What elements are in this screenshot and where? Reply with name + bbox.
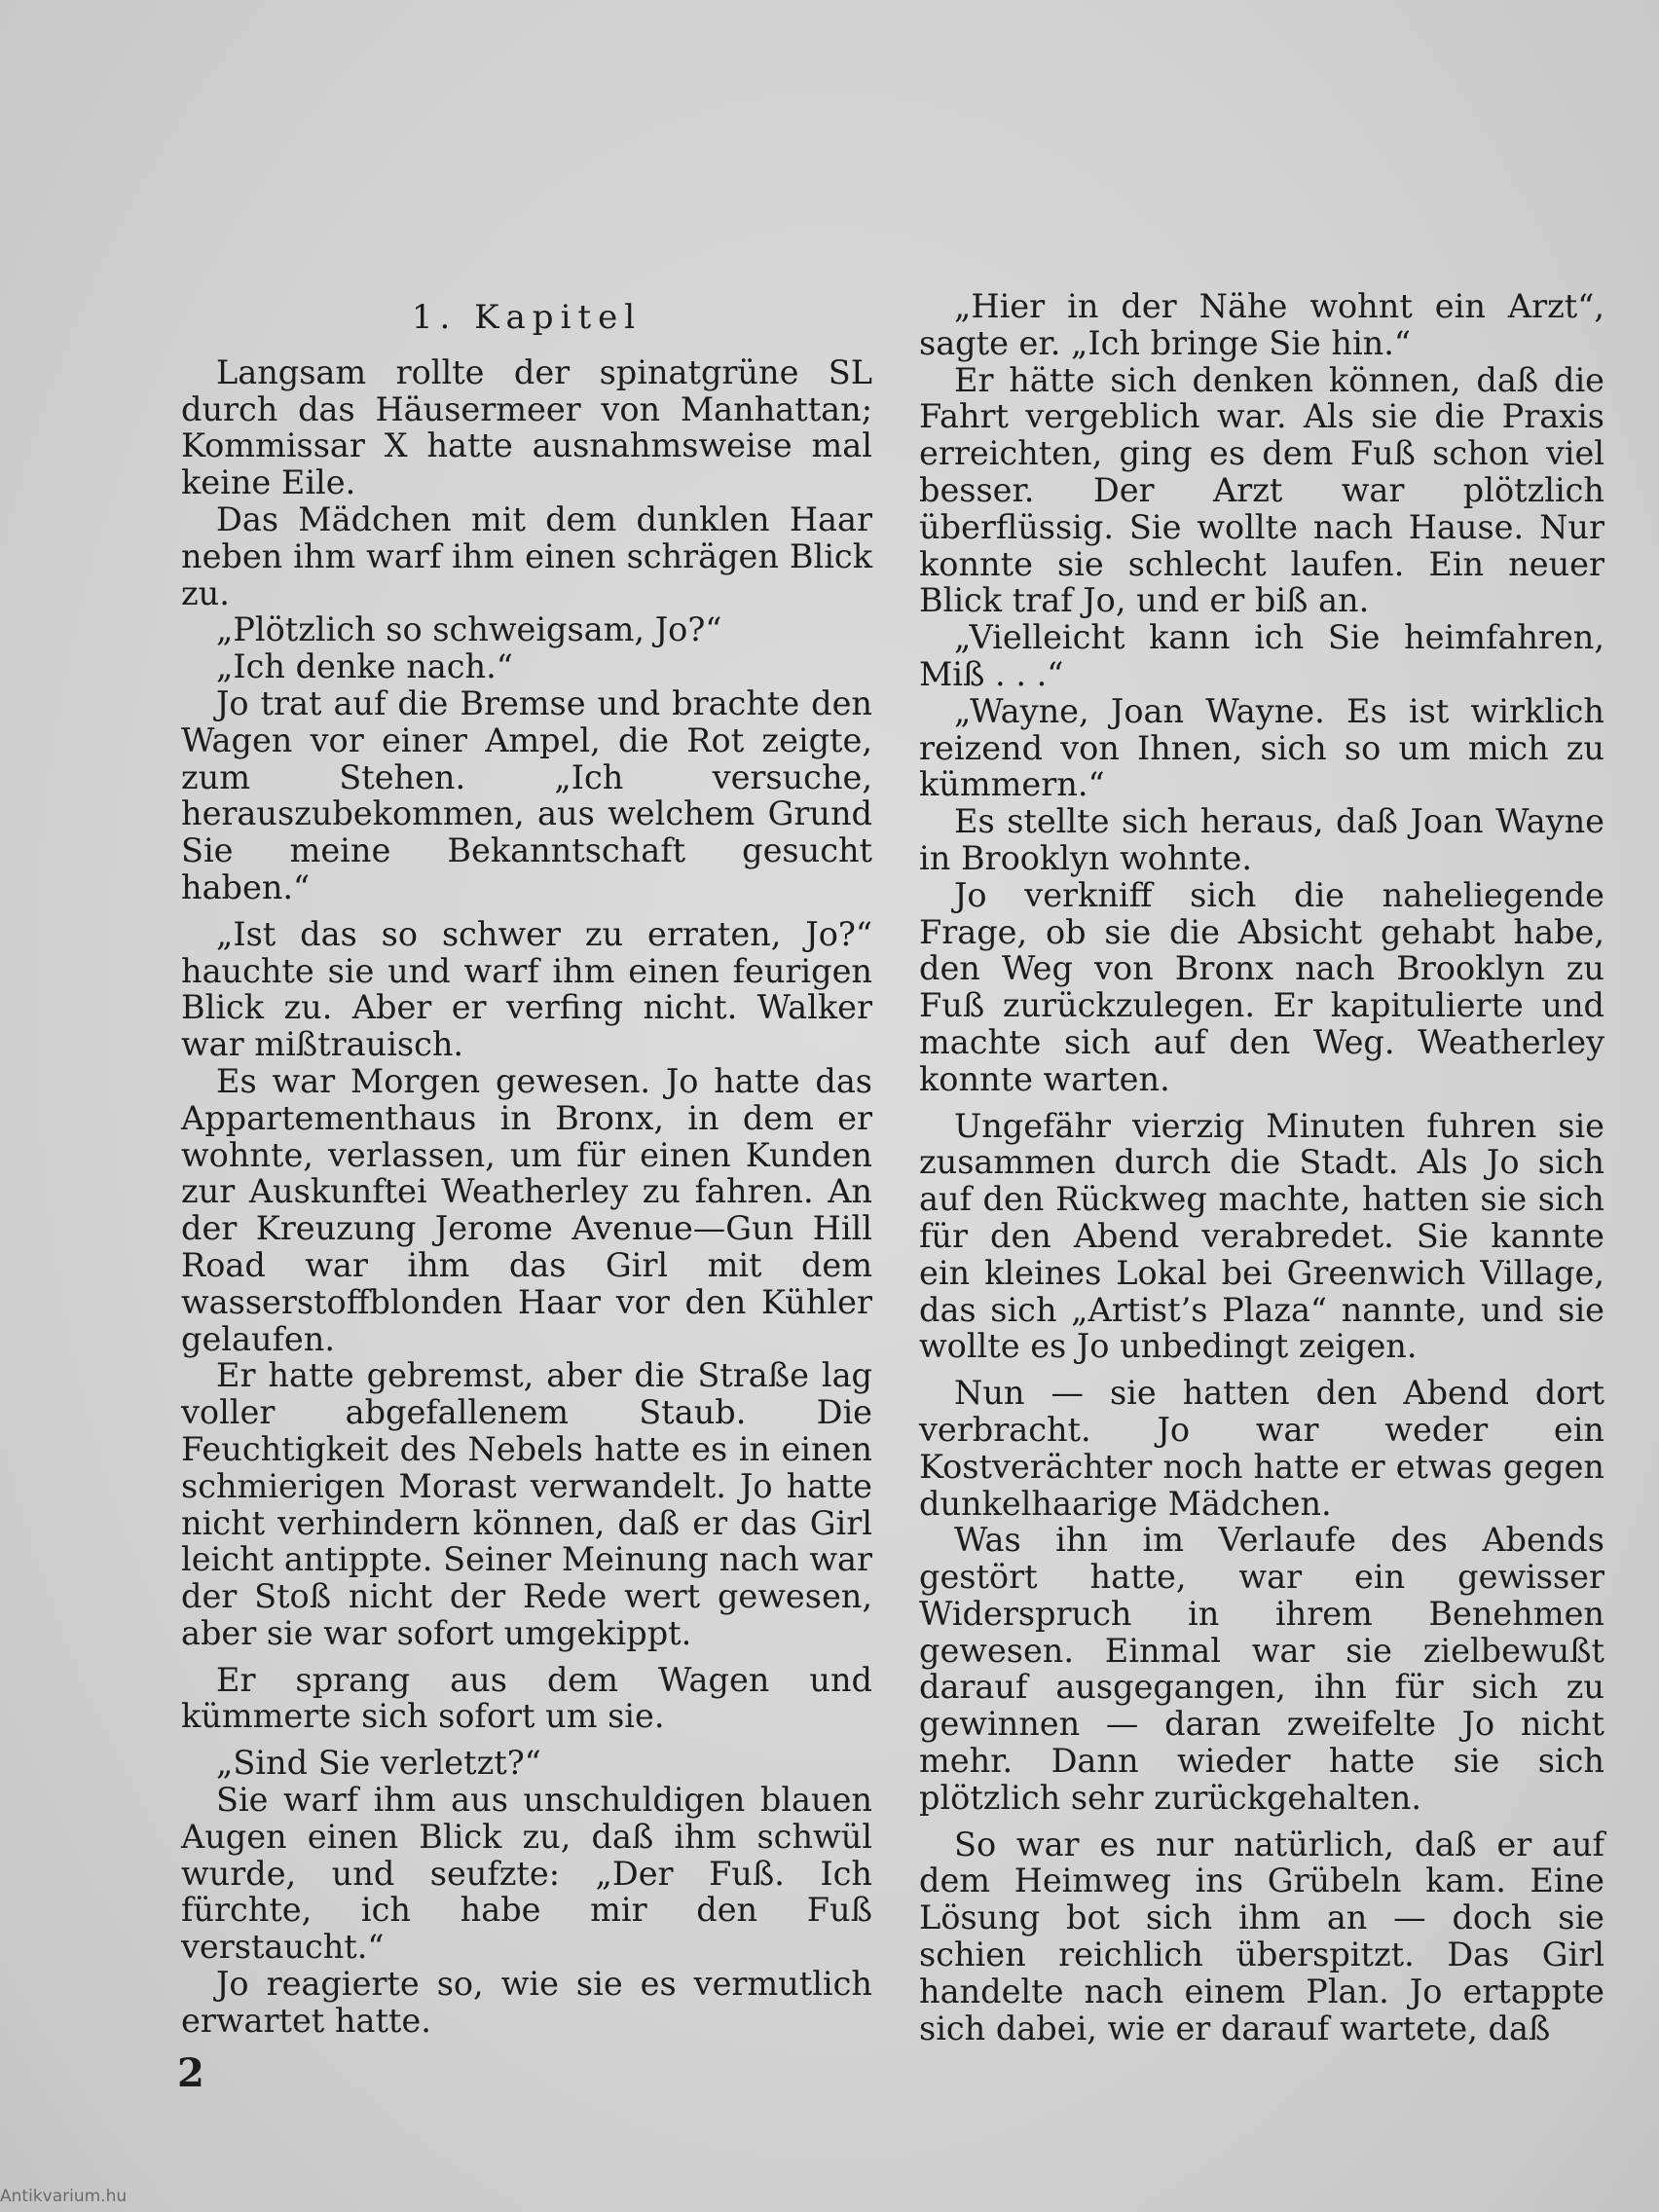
paragraph: Langsam rollte der spinatgrüne SL durch das Häusermeer von Manhattan; Kommissar X hatte ausnahmsweise mal keine Eile. [181, 352, 872, 502]
paragraph: Jo reagierte so, wie sie es vermutlich erwartet hatte. [181, 1965, 872, 2040]
paragraph: „Wayne, Joan Wayne. Es ist wirklich reizend von Ihnen, sich so um mich zu kümmern.“ [919, 691, 1604, 804]
paragraph: „Ist das so schwer zu erraten, Jo?“ hauchte sie und warf ihm einen feurigen Blick zu. Aber er verfing nicht. Walker war mißtrauisch. [181, 914, 872, 1064]
paragraph: Er sprang aus dem Wagen und kümmerte sich sofort um sie. [181, 1660, 872, 1736]
paragraph: „Vielleicht kann ich Sie heimfahren, Miß . . .“ [919, 618, 1604, 693]
paragraph: „Hier in der Nähe wohnt ein Arzt“, sagte er. „Ich bringe Sie hin.“ [919, 287, 1604, 362]
left-column [181, 288, 872, 2040]
paragraph: Sie warf ihm aus unschuldigen blauen Augen einen Blick zu, daß ihm schwül wurde, und seufzte: „Der Fuß. Ich fürchte, ich habe mir den Fuß verstaucht.“ [181, 1781, 872, 1967]
paragraph: Nun — sie hatten den Abend dort verbracht. Jo war weder ein Kostverächter noch hatte er etwas gegen dunkelhaarige Mädchen. [919, 1374, 1604, 1523]
paragraph: Jo trat auf die Bremse und brachte den Wagen vor einer Ampel, die Rot zeigte, zum Stehen. „Ich versuche, herauszubekommen, aus welchem Grund Sie meine Bekanntschaft gesucht haben.“ [181, 683, 872, 906]
paragraph: Es war Morgen gewesen. Jo hatte das Appartementhaus in Bronx, in dem er wohnte, verlassen, um für einen Kunden zur Auskunftei Weatherley zu fahren. An der Kreuzung Jerome Avenue—Gun Hill Road war ihm das Girl mit dem wasserstoffblonden Haar vor den Kühler gelaufen. [181, 1061, 872, 1358]
chapter-title: 1. Kapitel [411, 298, 643, 337]
paragraph: „Sind Sie verletzt?“ [216, 1744, 541, 1783]
watermark: Antikvarium.hu [0, 2187, 128, 2206]
paragraph: Jo verkniff sich die naheliegende Frage, ob sie die Absicht gehabt habe, den Weg von Bronx nach Brooklyn zu Fuß zurückzulegen. Er kapitulierte und machte sich auf den Weg. Weatherley konnte warten. [919, 875, 1604, 1098]
paragraph: Es stellte sich heraus, daß Joan Wayne in Brooklyn wohnte. [919, 802, 1604, 877]
paragraph: Ungefähr vierzig Minuten fuhren sie zusammen durch die Stadt. Als Jo sich auf den Rückweg machte, hatten sie sich für den Abend verabredet. Sie kannte ein kleines Lokal bei Greenwich Village, das sich „Artist’s Plaza“ nannte, und sie wollte es Jo unbedingt zeigen. [919, 1106, 1604, 1366]
page-number: 2 [177, 2050, 204, 2096]
paragraph: Das Mädchen mit dem dunklen Haar neben ihm warf ihm einen schrägen Blick zu. [181, 499, 872, 612]
paragraph: „Ich denke nach.“ [216, 647, 513, 686]
paragraph: „Plötzlich so schweigsam, Jo?“ [216, 610, 722, 649]
paragraph: So war es nur natürlich, daß er auf dem Heimweg ins Grübeln kam. Eine Lösung bot sich ihm an — doch sie schien reichlich überspitzt. Das Girl handelte nach einem Plan. Jo ertappte sich dabei, wie er darauf wartete, daß [919, 1825, 1604, 2047]
right-column [919, 288, 1604, 2046]
paragraph: Was ihn im Verlaufe des Abends gestört hatte, war ein gewisser Widerspruch in ihrem Benehmen gewesen. Einmal war sie zielbewußt darauf ausgegangen, ihn für sich zu gewinnen — daran zweifelte Jo nicht mehr. Dann wieder hatte sie sich plötzlich sehr zurückgehalten. [919, 1521, 1604, 1817]
paragraph: Er hatte gebremst, aber die Straße lag voller abgefallenem Staub. Die Feuchtigkeit des Nebels hatte es in einen schmierigen Morast verwandelt. Jo hatte nicht verhindern können, daß er das Girl leicht antippte. Seiner Meinung nach war der Stoß nicht der Rede wert gewesen, aber sie war sofort umgekippt. [181, 1356, 872, 1652]
paragraph: Er hätte sich denken können, daß die Fahrt vergeblich war. Als sie die Praxis erreichten, ging es dem Fuß schon viel besser. Der Arzt war plötzlich überflüssig. Sie wollte nach Hause. Nur konnte sie schlecht laufen. Ein neuer Blick traf Jo, und er biß an. [919, 360, 1604, 620]
